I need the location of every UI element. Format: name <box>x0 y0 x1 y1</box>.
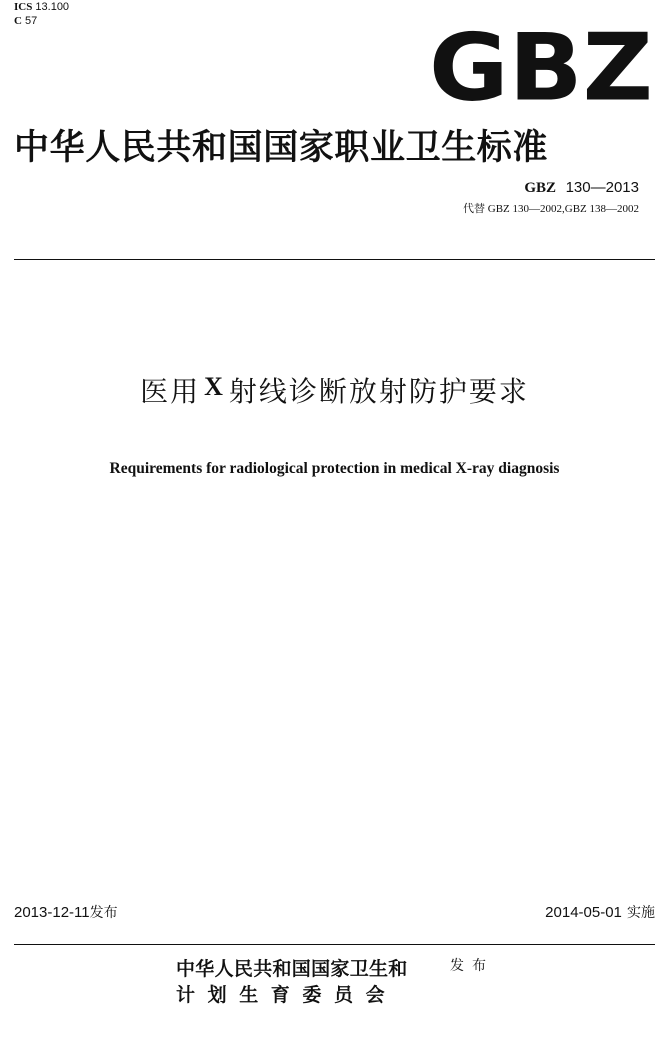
publisher-line-1: 中华人民共和国国家卫生和 <box>176 958 408 980</box>
publisher-line-2: 计划生育委员会 <box>176 984 398 1006</box>
standard-year-number: 130—2013 <box>565 179 639 196</box>
issue-label: 发布 <box>89 905 118 921</box>
effective-date: 2014-05-01 <box>545 904 622 921</box>
ics-value: 13.100 <box>35 1 70 13</box>
title-cn-suffix: 射线诊断放射防护要求 <box>228 375 529 408</box>
replaces-standards: 代替 GBZ 130—2002,GBZ 138—2002 <box>463 203 639 215</box>
gbz-logo <box>428 27 654 103</box>
title-cn-x: X <box>204 372 225 401</box>
effective-label: 实施 <box>627 905 655 921</box>
issue-date: 2013-12-11 <box>14 904 90 921</box>
issue-date-block <box>14 902 118 922</box>
publisher-block <box>176 956 494 1008</box>
logo-lettering: GBZ <box>429 27 653 103</box>
classification-label: C <box>14 15 22 27</box>
standard-number <box>524 178 639 197</box>
effective-date-block <box>545 902 655 922</box>
publish-action-label: 发布 <box>450 958 494 974</box>
document-title-chinese <box>0 372 669 413</box>
standard-code: GBZ <box>524 180 557 196</box>
title-cn-prefix: 医用 <box>140 375 201 408</box>
ics-label: ICS <box>14 1 33 13</box>
classification-value: 57 <box>25 15 38 27</box>
ics-code <box>14 1 69 14</box>
bottom-divider <box>14 944 655 945</box>
top-divider <box>14 259 655 260</box>
standard-category-title: 中华人民共和国国家职业卫生标准 <box>14 127 549 168</box>
classification-code <box>14 15 37 28</box>
document-title-english: Requirements for radiological protection in medical X-ray diagnosis <box>109 460 560 477</box>
